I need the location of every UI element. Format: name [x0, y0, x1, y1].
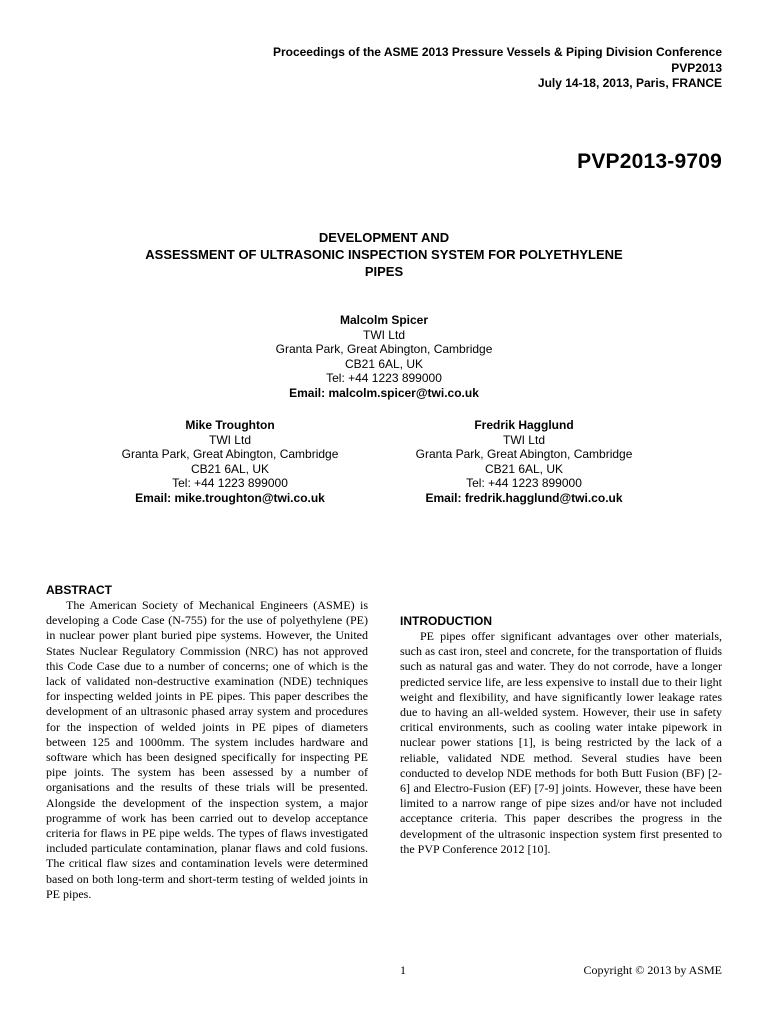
author-block-1: [184, 313, 584, 401]
paper-title: [40, 229, 728, 280]
author-email: Email: mike.troughton@twi.co.uk: [135, 490, 325, 505]
introduction-text: PE pipes offer significant advantages over other materials, such as cast iron, steel and concrete, for the transportation of fluids such as natural gas and water. They do not corrode, have a longer predicted service life, are less expensive to install due to their light weight and flexibility, and have significantly lower leakage rates due to having an all-welded system. However, their use in safety critical environments, such as cooling water intake pipework in nuclear power stations [1], is being restricted by the lack of a reliable, validated NDE method. Several studies have been conducted to develop NDE methods for both Butt Fusion (BF) [2-6] and Electro-Fusion (EF) [7-9] joints. However, these have been limited to a narrow range of pipe sizes and/or have not included acceptance criteria. This paper describes the progress in the development of the ultrasonic inspection system first presented to the PVP Conference 2012 [10].: [400, 629, 722, 856]
author-org: TWI Ltd: [362, 327, 405, 342]
author-name: Malcolm Spicer: [339, 313, 429, 327]
author-email: Email: fredrik.hagglund@twi.co.uk: [425, 490, 623, 505]
page-number: 1: [400, 963, 406, 977]
conference-name: Proceedings of the ASME 2013 Pressure Vessels & Piping Division Conference: [272, 45, 722, 59]
author-name: Fredrik Hagglund: [474, 418, 574, 432]
author-block-2: [80, 418, 380, 506]
title-line-1: DEVELOPMENT AND: [318, 230, 450, 245]
author-name: Mike Troughton: [185, 418, 275, 432]
author-address: Granta Park, Great Abington, Cambridge: [415, 447, 633, 462]
conference-short: PVP2013: [671, 60, 722, 75]
conference-header: [162, 45, 722, 92]
abstract-text: The American Society of Mechanical Engineers (ASME) is developing a Code Case (N-755) for the use of polyethylene (PE) in nuclear power plant buried pipe systems. However, the United States Nuclear Regulatory Commission (NRC) has not approved this Code Case due to a number of concerns; one of which is the lack of validated non-destructive examination (NDE) techniques for inspecting welded joints in PE pipes. This paper describes the development of an ultrasonic phased array system and procedures for the inspection of welded joints in PE pipes of diameters between 125 and 1000mm. The system includes hardware and software which has been designed specifically for inspecting PE pipe joints. The system has been assessed by a number of organisations and the results of these trials will be presented. Alongside the development of the inspection system, a major programme of work has been carried out to develop acceptance criteria for flaws in PE pipe welds. The types of flaws investigated included particulate contamination, planar flaws and cold fusions. The critical flaw sizes and contamination levels were determined based on both long-term and short-term testing of welded joints in PE pipes.: [46, 598, 368, 901]
title-line-2: ASSESSMENT OF ULTRASONIC INSPECTION SYSTEM FOR POLYETHYLENE: [145, 247, 623, 262]
conference-dates: July 14-18, 2013, Paris, FRANCE: [537, 76, 722, 90]
author-block-3: [374, 418, 674, 506]
title-line-3: PIPES: [364, 264, 404, 279]
abstract-heading: ABSTRACT: [46, 583, 112, 597]
author-address: Granta Park, Great Abington, Cambridge: [121, 447, 339, 462]
introduction-heading: INTRODUCTION: [400, 614, 492, 628]
author-postcode: CB21 6AL, UK: [344, 356, 424, 371]
author-org: TWI Ltd: [502, 432, 545, 447]
author-postcode: CB21 6AL, UK: [190, 461, 270, 476]
author-tel: Tel: +44 1223 899000: [172, 476, 288, 491]
author-postcode: CB21 6AL, UK: [484, 461, 564, 476]
author-org: TWI Ltd: [208, 432, 251, 447]
author-email: Email: malcolm.spicer@twi.co.uk: [289, 385, 479, 400]
paper-id: PVP2013-9709: [577, 150, 722, 173]
author-tel: Tel: +44 1223 899000: [466, 476, 582, 491]
author-address: Granta Park, Great Abington, Cambridge: [275, 342, 493, 357]
copyright-notice: Copyright © 2013 by ASME: [583, 963, 722, 977]
author-tel: Tel: +44 1223 899000: [326, 371, 442, 386]
